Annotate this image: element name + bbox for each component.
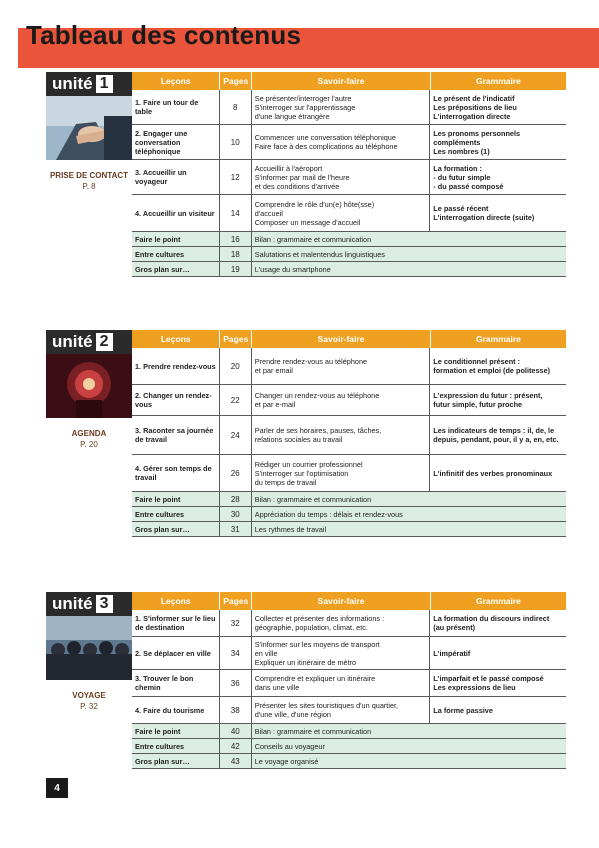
page-cell: 42 xyxy=(220,739,252,753)
lecon-cell: 2. Se déplacer en ville xyxy=(132,637,220,669)
table-row-bottom xyxy=(132,522,566,537)
unit-side xyxy=(46,72,132,192)
lecon-cell: Gros plan sur… xyxy=(132,262,220,276)
table-row xyxy=(132,697,566,724)
unit-theme: PRISE DE CONTACT xyxy=(49,171,129,180)
page-cell: 16 xyxy=(220,232,252,246)
lecon-cell: 2. Changer un rendez-vous xyxy=(132,385,220,415)
table-row-bottom xyxy=(132,724,566,739)
lecon-cell: Entre cultures xyxy=(132,247,220,261)
lecon-cell: Entre cultures xyxy=(132,739,220,753)
table-row xyxy=(132,385,566,416)
savoir-cell: Appréciation du temps : délais et rendez-vous xyxy=(252,507,566,521)
savoir-cell: Bilan : grammaire et communication xyxy=(252,724,566,738)
unit-3 xyxy=(46,592,566,778)
contents-table xyxy=(132,72,566,277)
lecon-cell: 1. Prendre rendez-vous xyxy=(132,348,220,384)
header-lecons: Leçons xyxy=(132,72,220,90)
table-row-bottom xyxy=(132,232,566,247)
savoir-cell: Comprendre le rôle d'un(e) hôte(sse) d'accueil Composer un message d'accueil xyxy=(252,195,431,231)
unit-side xyxy=(46,592,132,712)
page-cell: 12 xyxy=(220,160,252,194)
grammaire-cell: Le présent de l'indicatif Les prépositions de lieu L'interrogation directe xyxy=(433,93,517,121)
page-cell: 31 xyxy=(220,522,252,536)
savoir-cell: Se présenter/interroger l'autre S'interroger sur l'apprentissage d'une langue étrangère xyxy=(252,90,431,124)
lecon-cell: 3. Trouver le bon chemin xyxy=(132,670,220,696)
contents-table xyxy=(132,592,566,769)
lecon-cell: 2. Engager une conversation téléphonique xyxy=(132,125,220,159)
page-title: Tableau des contenus xyxy=(26,20,302,50)
page-cell: 36 xyxy=(220,670,252,696)
header-pages: Pages xyxy=(220,592,252,610)
table-row xyxy=(132,125,566,160)
page-cell: 34 xyxy=(220,637,252,669)
table-row xyxy=(132,670,566,697)
savoir-cell: Rédiger un courrier professionnel S'interroger sur l'optimisation du temps de travail xyxy=(252,455,431,491)
grammaire-cell: L'imparfait et le passé composé Les expressions de lieu xyxy=(433,674,544,692)
unit-label-text: unité xyxy=(52,594,93,613)
page-cell: 26 xyxy=(220,455,252,491)
unit-number: 1 xyxy=(96,75,113,93)
header-lecons: Leçons xyxy=(132,330,220,348)
savoir-cell: Présenter les sites touristiques d'un quartier, d'une ville, d'une région xyxy=(252,697,431,723)
lecon-cell: 4. Gérer son temps de travail xyxy=(132,455,220,491)
unit-page: P. 8 xyxy=(82,182,96,191)
page-cell: 10 xyxy=(220,125,252,159)
grammaire-cell: La forme passive xyxy=(433,705,493,715)
savoir-cell: Conseils au voyageur xyxy=(252,739,566,753)
header-grammaire: Grammaire xyxy=(431,72,566,90)
lecon-cell: 1. Faire un tour de table xyxy=(132,90,220,124)
page-cell: 24 xyxy=(220,416,252,454)
unit-label-text: unité xyxy=(52,332,93,351)
grammaire-cell: L'impératif xyxy=(433,648,471,658)
table-row xyxy=(132,637,566,670)
table-row-bottom xyxy=(132,262,566,277)
header-pages: Pages xyxy=(220,330,252,348)
unit-2 xyxy=(46,330,566,548)
lecon-cell: Gros plan sur… xyxy=(132,522,220,536)
page-number: 4 xyxy=(46,778,68,798)
lecon-cell: 4. Accueillir un visiteur xyxy=(132,195,220,231)
unit-label xyxy=(46,592,132,616)
unit-info xyxy=(46,160,132,192)
unit-number: 2 xyxy=(96,333,113,351)
table-row xyxy=(132,90,566,125)
savoir-cell: Collecter et présenter des informations : géographie, population, climat, etc. xyxy=(252,610,431,636)
lecon-cell: Faire le point xyxy=(132,724,220,738)
savoir-cell: Changer un rendez-vous au téléphone et par e-mail xyxy=(252,385,431,415)
table-row xyxy=(132,195,566,232)
page-cell: 43 xyxy=(220,754,252,768)
lecon-cell: Entre cultures xyxy=(132,507,220,521)
table-header xyxy=(132,592,566,610)
grammaire-cell: Les pronoms personnels compléments Les nombres (1) xyxy=(433,128,521,156)
unit-label-text: unité xyxy=(52,74,93,93)
lecon-cell: 4. Faire du tourisme xyxy=(132,697,220,723)
page-cell: 38 xyxy=(220,697,252,723)
unit-page: P. 20 xyxy=(80,440,98,449)
unit-photo-crowd xyxy=(46,616,132,680)
unit-theme: AGENDA xyxy=(71,429,107,438)
unit-number: 3 xyxy=(96,595,113,613)
unit-1 xyxy=(46,72,566,290)
page-cell: 28 xyxy=(220,492,252,506)
lecon-cell: 1. S'informer sur le lieu de destination xyxy=(132,610,220,636)
header-savoir-faire: Savoir-faire xyxy=(252,330,431,348)
unit-label xyxy=(46,72,132,96)
lecon-cell: 3. Accueillir un voyageur xyxy=(132,160,220,194)
page-cell: 14 xyxy=(220,195,252,231)
unit-info xyxy=(46,680,132,712)
unit-photo-handshake xyxy=(46,96,132,160)
lecon-cell: Faire le point xyxy=(132,232,220,246)
table-row xyxy=(132,610,566,637)
table-header xyxy=(132,330,566,348)
unit-photo-clock xyxy=(46,354,132,418)
table-row-bottom xyxy=(132,739,566,754)
page-cell: 18 xyxy=(220,247,252,261)
page-cell: 30 xyxy=(220,507,252,521)
lecon-cell: Gros plan sur… xyxy=(132,754,220,768)
page-cell: 8 xyxy=(220,90,252,124)
header-grammaire: Grammaire xyxy=(431,330,566,348)
table-row xyxy=(132,348,566,385)
table-row xyxy=(132,160,566,195)
grammaire-cell: L'expression du futur : présent, futur simple, futur proche xyxy=(433,391,543,409)
header-savoir-faire: Savoir-faire xyxy=(252,72,431,90)
table-row-bottom xyxy=(132,247,566,262)
page-cell: 32 xyxy=(220,610,252,636)
header-grammaire: Grammaire xyxy=(431,592,566,610)
grammaire-cell: La formation du discours indirect (au présent) xyxy=(433,614,550,632)
table-row-bottom xyxy=(132,507,566,522)
lecon-cell: 3. Raconter sa journée de travail xyxy=(132,416,220,454)
table-row xyxy=(132,455,566,492)
grammaire-cell: Le passé récent L'interrogation directe (suite) xyxy=(433,204,535,222)
savoir-cell: S'informer sur les moyens de transport en ville Expliquer un itinéraire de métro xyxy=(252,637,431,669)
table-row-bottom xyxy=(132,754,566,769)
contents-table xyxy=(132,330,566,537)
table-header xyxy=(132,72,566,90)
header-lecons: Leçons xyxy=(132,592,220,610)
savoir-cell: Bilan : grammaire et communication xyxy=(252,232,566,246)
header-pages: Pages xyxy=(220,72,252,90)
savoir-cell: Les rythmes de travail xyxy=(252,522,566,536)
lecon-cell: Faire le point xyxy=(132,492,220,506)
grammaire-cell: L'infinitif des verbes pronominaux xyxy=(433,468,553,478)
unit-page: P. 32 xyxy=(80,702,98,711)
grammaire-cell: Les indicateurs de temps : il, de, le depuis, pendant, pour, il y a, en, etc. xyxy=(433,426,559,444)
page-cell: 20 xyxy=(220,348,252,384)
savoir-cell: Le voyage organisé xyxy=(252,754,566,768)
unit-theme: VOYAGE xyxy=(72,691,106,700)
savoir-cell: Comprendre et expliquer un itinéraire dans une ville xyxy=(252,670,431,696)
unit-label xyxy=(46,330,132,354)
savoir-cell: Bilan : grammaire et communication xyxy=(252,492,566,506)
savoir-cell: L'usage du smartphone xyxy=(252,262,566,276)
savoir-cell: Parler de ses horaires, pauses, tâches, relations sociales au travail xyxy=(252,416,431,454)
page-cell: 19 xyxy=(220,262,252,276)
table-row-bottom xyxy=(132,492,566,507)
header-savoir-faire: Savoir-faire xyxy=(252,592,431,610)
savoir-cell: Accueillir à l'aéroport S'informer par mail de l'heure et des conditions d'arrivée xyxy=(252,160,431,194)
title-band xyxy=(18,20,599,68)
savoir-cell: Prendre rendez-vous au téléphone et par email xyxy=(252,348,431,384)
page-cell: 40 xyxy=(220,724,252,738)
table-row xyxy=(132,416,566,455)
page-cell: 22 xyxy=(220,385,252,415)
unit-info xyxy=(46,418,132,450)
grammaire-cell: Le conditionnel présent : formation et emploi (de politesse) xyxy=(433,357,551,375)
unit-side xyxy=(46,330,132,450)
savoir-cell: Commencer une conversation téléphonique Faire face à des complications au téléphone xyxy=(252,125,431,159)
savoir-cell: Salutations et malentendus linguistiques xyxy=(252,247,566,261)
grammaire-cell: La formation : - du futur simple - du passé composé xyxy=(433,163,504,191)
